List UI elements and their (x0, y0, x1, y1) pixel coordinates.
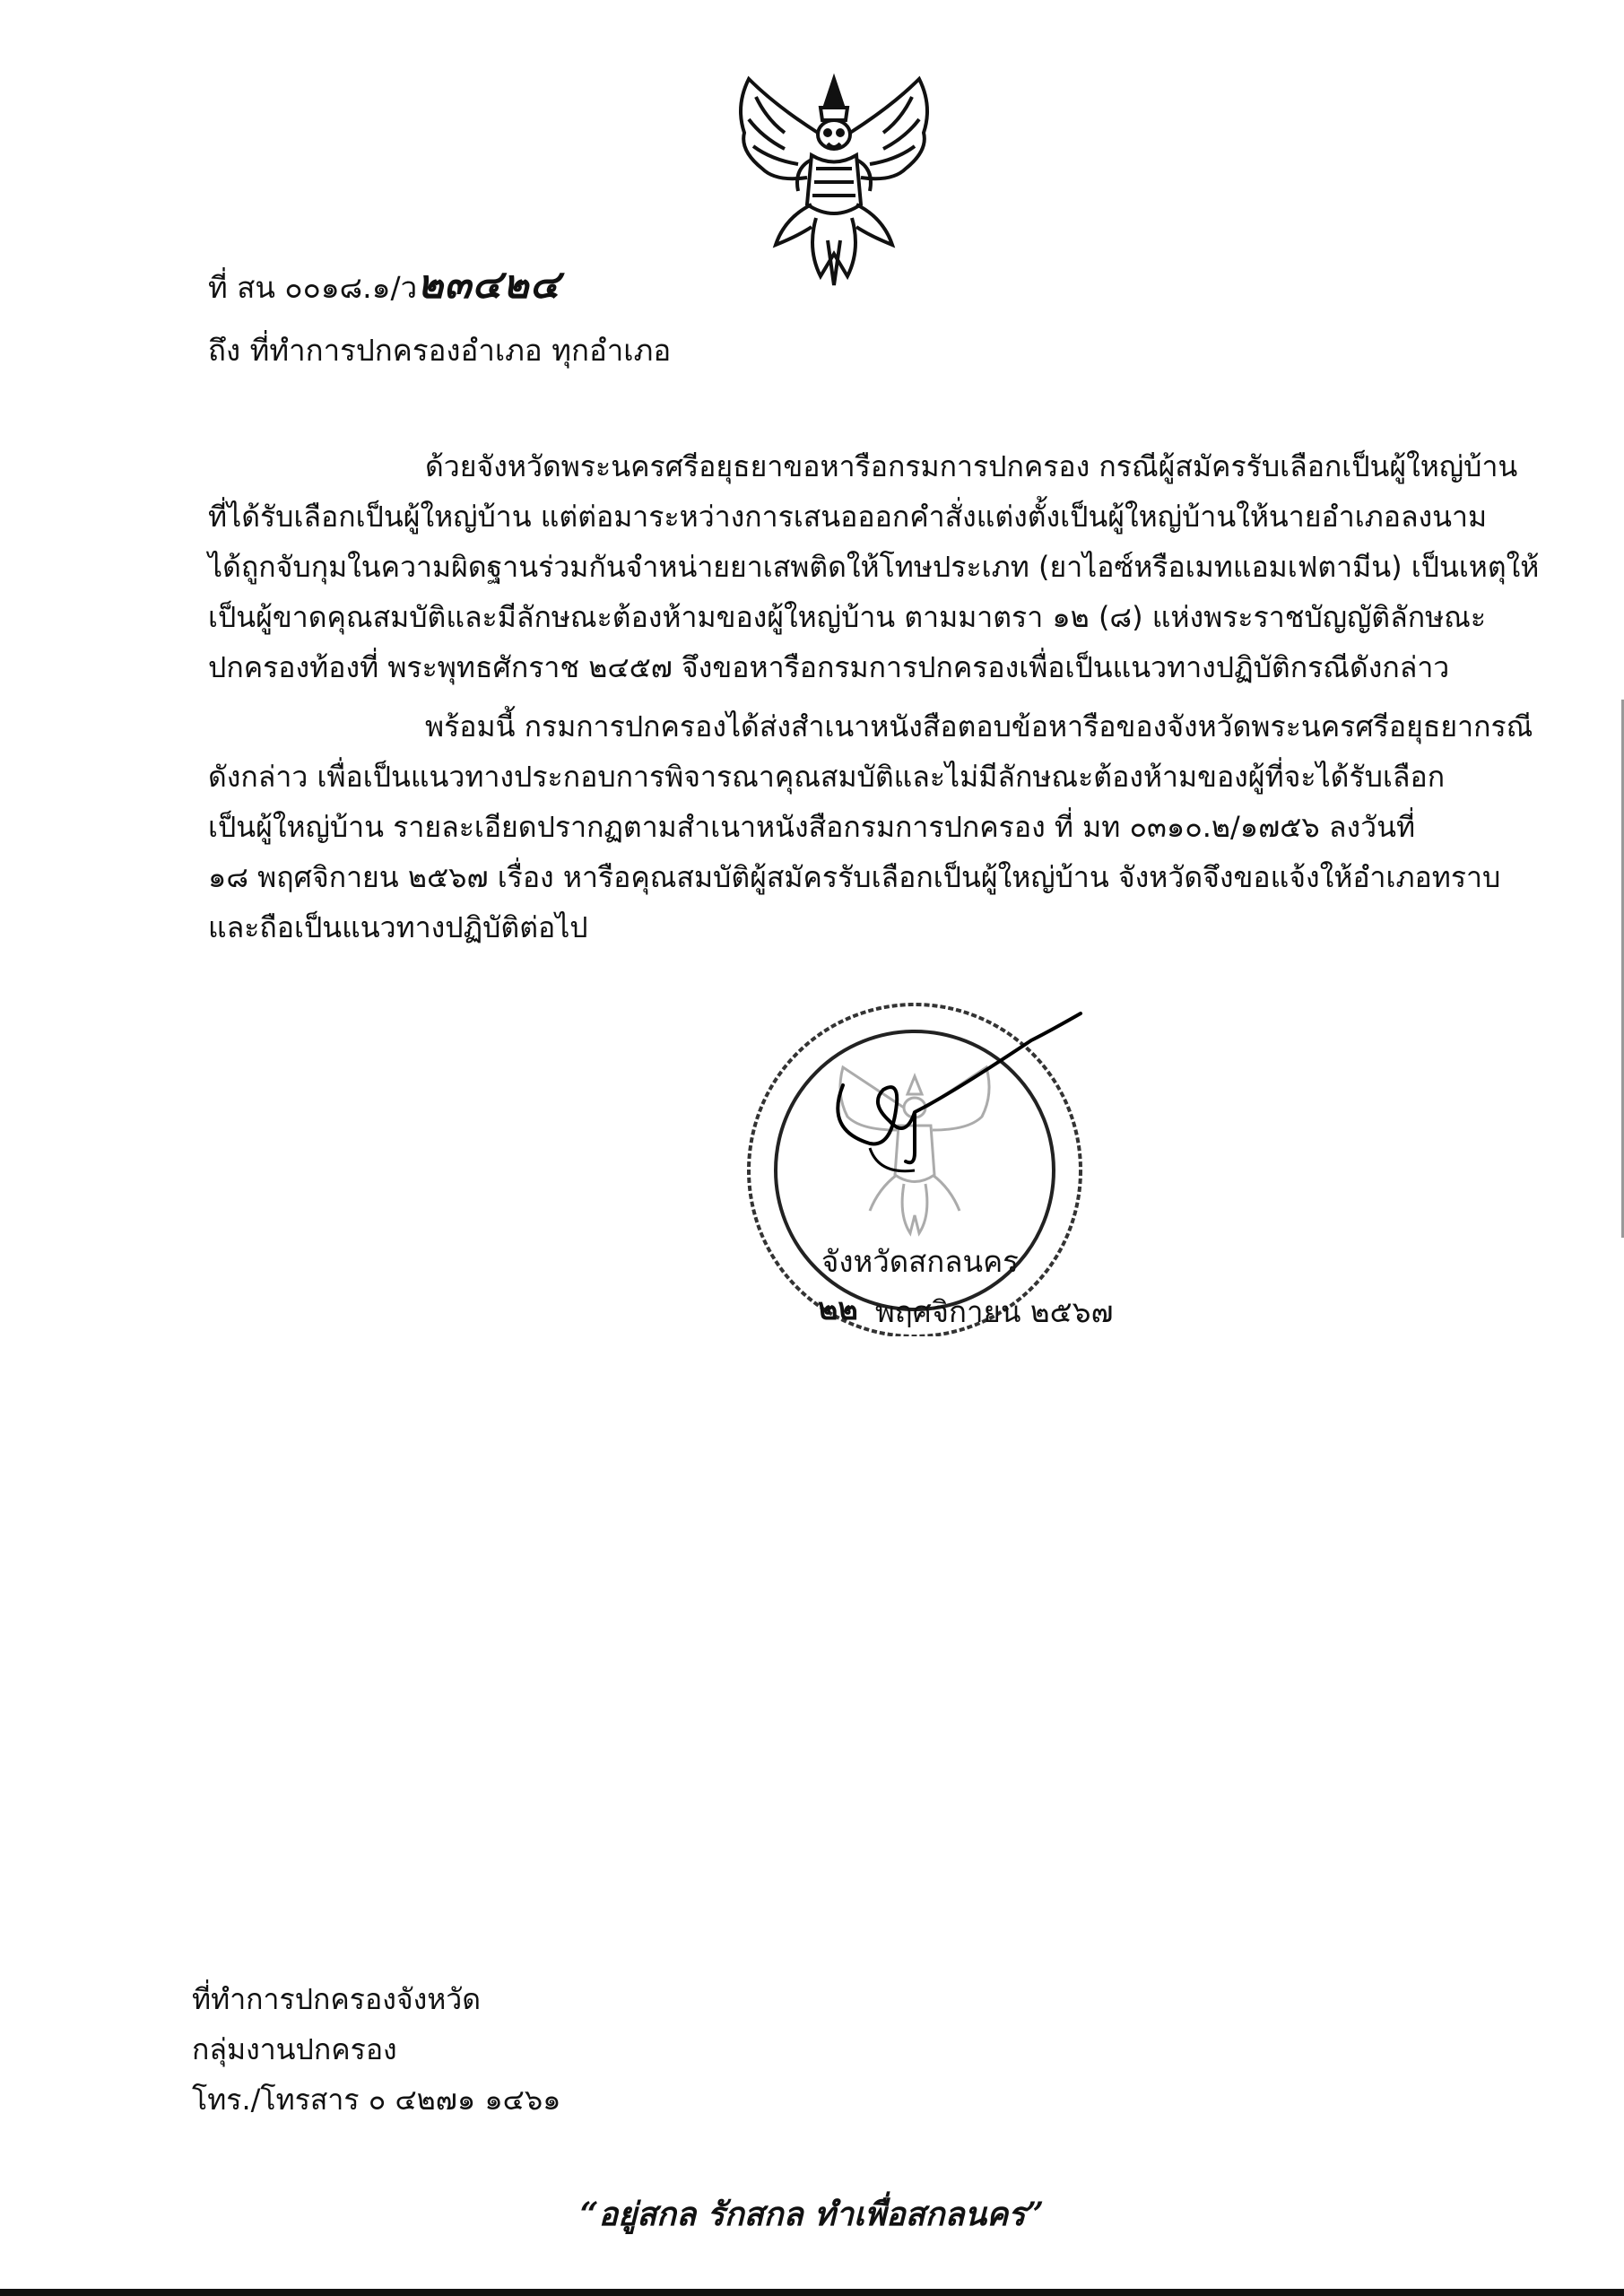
footer-phone: โทร./โทรสาร ๐ ๔๒๗๑ ๑๔๖๑ (192, 2083, 561, 2117)
bottom-border (0, 2289, 1624, 2296)
paragraph2-line: พร้อมนี้ กรมการปกครองได้ส่งสำเนาหนังสือตอบข้อหารือของจังหวัดพระนครศรีอยุธยากรณี (425, 709, 1533, 744)
recipient: ถึง ที่ทำการปกครองอำเภอ ทุกอำเภอ (208, 333, 672, 368)
paragraph1-line: ที่ได้รับเลือกเป็นผู้ใหญ่บ้าน แต่ต่อมาระหว่างการเสนอออกคำสั่งแต่งตั้งเป็นผู้ใหญ่บ้านให้นายอำเภอลงนาม (208, 500, 1488, 534)
seal-day: ๒๒ (818, 1292, 858, 1327)
paragraph1-line: ได้ถูกจับกุมในความผิดฐานร่วมกันจำหน่ายยาเสพติดให้โทษประเภท (ยาไอซ์หรือเมทแอมเฟตามีน) เป็นเหตุให้ (208, 550, 1540, 584)
reference-handwritten-number: ๒๓๔๒๔ (417, 262, 560, 308)
paragraph1-line: ด้วยจังหวัดพระนครศรีอยุธยาขอหารือกรมการปกครอง กรณีผู้สมัครรับเลือกเป็นผู้ใหญ่บ้าน (425, 449, 1518, 483)
paragraph1-line: ปกครองท้องที่ พระพุทธศักราช ๒๔๕๗ จึงขอหารือกรมการปกครองเพื่อเป็นแนวทางปฏิบัติกรณีดังกล่าว (208, 650, 1450, 684)
garuda-emblem (722, 70, 946, 294)
official-seal (735, 996, 1112, 1336)
footer-group: กลุ่มงานปกครอง (192, 2032, 397, 2066)
slogan: “อยู่สกล รักสกล ทำเพื่อสกลนคร” (579, 2196, 1045, 2233)
paragraph2-line: และถือเป็นแนวทางปฏิบัติต่อไป (208, 910, 588, 944)
paragraph1-line: เป็นผู้ขาดคุณสมบัติและมีลักษณะต้องห้ามของผู้ใหญ่บ้าน ตามมาตรา ๑๒ (๘) แห่งพระราชบัญญัติลักษณะ (208, 600, 1487, 634)
paragraph2-line: เป็นผู้ใหญ่บ้าน รายละเอียดปรากฏตามสำเนาหนังสือกรมการปกครอง ที่ มท ๐๓๑๐.๒/๑๗๕๖ ลงวันที่ (208, 810, 1416, 844)
paragraph2-line: ๑๘ พฤศจิกายน ๒๕๖๗ เรื่อง หารือคุณสมบัติผู้สมัครรับเลือกเป็นผู้ใหญ่บ้าน จังหวัดจึงขอแจ้งให้อำเภอทราบ (208, 860, 1501, 894)
reference-number (208, 253, 560, 316)
seal-month-year: พฤศจิกายน ๒๕๖๗ (875, 1294, 1114, 1329)
seal-province: จังหวัดสกลนคร (821, 1244, 1019, 1279)
footer-office: ที่ทำการปกครองจังหวัด (192, 1982, 482, 2016)
paragraph2-line: ดังกล่าว เพื่อเป็นแนวทางประกอบการพิจารณาคุณสมบัติและไม่มีลักษณะต้องห้ามของผู้ที่จะได้รับเลือก (208, 760, 1446, 794)
reference-prefix: ที่ สน ๐๐๑๘.๑/ว (208, 270, 418, 305)
